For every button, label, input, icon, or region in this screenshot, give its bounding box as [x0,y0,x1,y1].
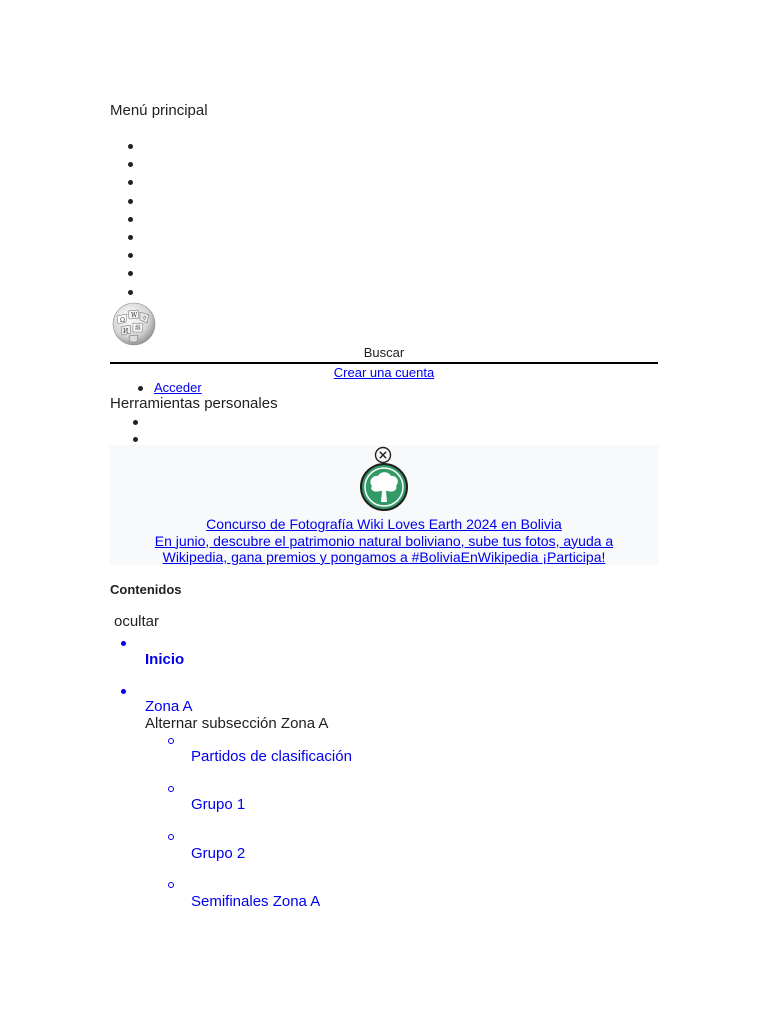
toc-subitem[interactable]: Partidos de clasificación [191,748,352,765]
ring-bullet-icon [168,786,174,792]
svg-text:Ω: Ω [120,317,125,324]
toc-subitem[interactable]: Semifinales Zona A [191,893,321,910]
bullet-icon [121,689,126,694]
toc-hide-button[interactable]: ocultar [114,613,160,630]
login-link[interactable]: Acceder [154,380,202,395]
search-input-underline[interactable] [110,362,658,364]
main-menu-label[interactable]: Menú principal [110,102,208,119]
banner-line2-link[interactable]: Wikipedia, gana premios y pongamos a #BoliviaEnWikipedia ¡Participa! [162,549,606,565]
toc-subitem[interactable]: Grupo 1 [191,796,246,813]
ring-bullet-icon [168,738,174,744]
tree-icon [358,462,410,512]
search-label[interactable]: Buscar [363,345,405,360]
toc-subitem[interactable]: Grupo 2 [191,845,246,862]
create-account-link-wrap [110,365,658,380]
toc-title: Contenidos [110,582,182,597]
banner-title-link[interactable]: Concurso de Fotografía Wiki Loves Earth 2024 en Bolivia [206,516,562,532]
banner-text [110,516,658,566]
toc-item-zona-a[interactable]: Zona A [145,698,193,715]
ring-bullet-icon [168,834,174,840]
banner-line1-link[interactable]: En junio, descubre el patrimonio natural boliviano, sube tus fotos, ayuda a [154,532,614,549]
toc-toggle-zona-a[interactable]: Alternar subsección Zona A [145,715,329,732]
personal-tools-label[interactable]: Herramientas personales [110,395,278,412]
create-account-link[interactable]: Crear una cuenta [333,365,435,380]
svg-text:ウ: ウ [142,316,148,322]
wikipedia-globe-icon[interactable] [109,302,159,346]
bullet-icon [121,641,126,646]
toc-item-inicio[interactable]: Inicio [145,651,185,668]
svg-text:И: И [123,328,129,335]
bullet-icon [138,386,143,391]
svg-text:維: 維 [135,325,142,332]
svg-text:W: W [131,312,138,319]
login-item [138,380,202,395]
ring-bullet-icon [168,882,174,888]
